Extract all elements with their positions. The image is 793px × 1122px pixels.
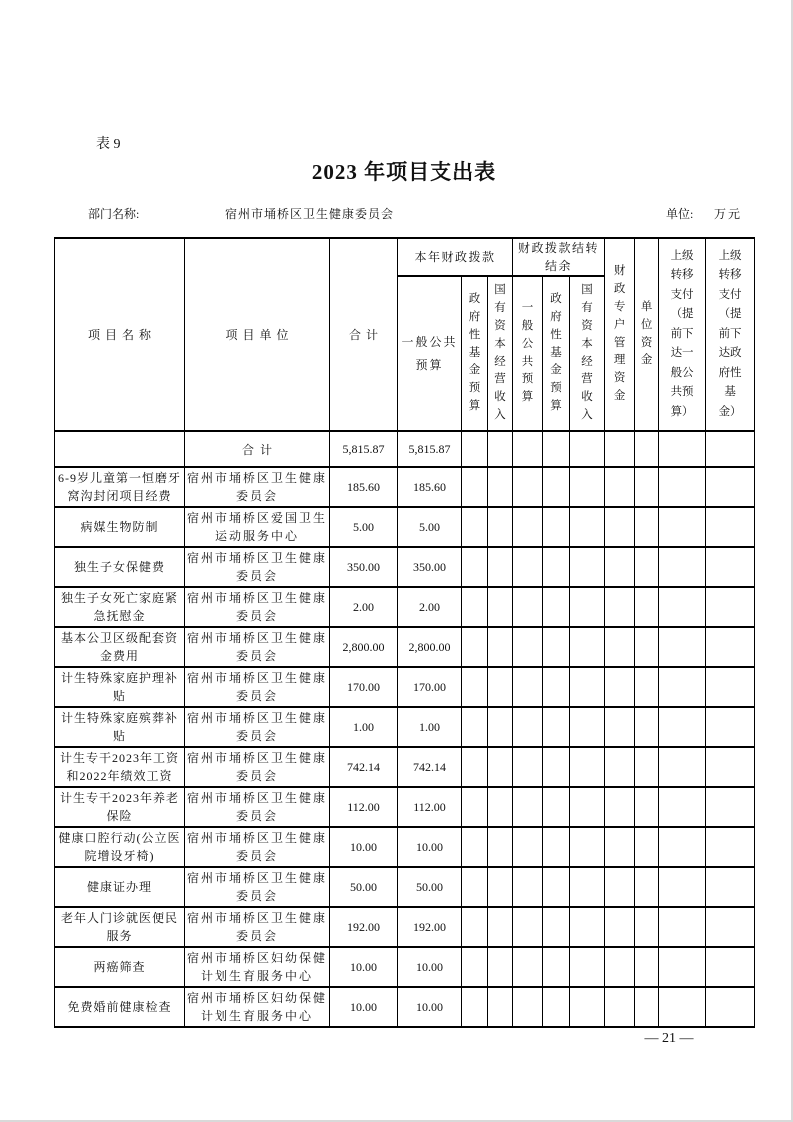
table-row	[55, 507, 755, 547]
empty-cell	[706, 587, 755, 627]
empty-cell	[635, 547, 659, 587]
expenditure-table	[54, 237, 755, 1028]
empty-cell	[706, 507, 755, 547]
header-general-budget-carryover: 一般公共预算	[513, 276, 543, 431]
empty-cell	[570, 667, 605, 707]
total-row-total: 5,815.87	[330, 431, 398, 467]
empty-cell	[513, 667, 543, 707]
empty-cell	[635, 587, 659, 627]
header-group-current-year: 本年财政拨款	[398, 238, 513, 276]
empty-cell	[659, 627, 706, 667]
empty-cell	[462, 987, 488, 1027]
empty-cell	[513, 867, 543, 907]
empty-cell	[462, 667, 488, 707]
table-header	[55, 238, 755, 431]
empty-cell	[635, 667, 659, 707]
empty-cell	[462, 547, 488, 587]
project-name-cell: 6-9岁儿童第一恒磨牙窝沟封闭项目经费	[55, 467, 185, 507]
empty-cell	[570, 431, 605, 467]
empty-cell	[706, 431, 755, 467]
empty-cell	[706, 867, 755, 907]
table-row	[55, 707, 755, 747]
project-unit-cell: 宿州市埇桥区卫生健康委员会	[185, 627, 330, 667]
empty-cell	[543, 467, 570, 507]
empty-cell	[605, 907, 635, 947]
empty-cell	[570, 867, 605, 907]
header-state-capital-carryover: 国有资本经营收入	[570, 276, 605, 431]
empty-cell	[570, 827, 605, 867]
empty-cell	[635, 787, 659, 827]
empty-cell	[570, 947, 605, 987]
project-name-cell: 计生专干2023年养老保险	[55, 787, 185, 827]
general-budget-cell: 192.00	[398, 907, 462, 947]
project-unit-cell: 宿州市埇桥区卫生健康委员会	[185, 587, 330, 627]
empty-cell	[543, 827, 570, 867]
empty-cell	[543, 627, 570, 667]
empty-cell	[706, 707, 755, 747]
header-transfer-general-budget: 上级转移支付（提前下达一般公共预算）	[659, 238, 706, 431]
empty-cell	[635, 431, 659, 467]
total-row	[55, 431, 755, 467]
project-unit-cell: 宿州市埇桥区爱国卫生运动服务中心	[185, 507, 330, 547]
empty-cell	[659, 907, 706, 947]
project-name-cell: 老年人门诊就医便民服务	[55, 907, 185, 947]
empty-cell	[488, 827, 513, 867]
project-unit-cell: 宿州市埇桥区卫生健康委员会	[185, 467, 330, 507]
empty-cell	[635, 947, 659, 987]
empty-cell	[543, 907, 570, 947]
total-cell: 50.00	[330, 867, 398, 907]
empty-cell	[605, 827, 635, 867]
empty-cell	[543, 787, 570, 827]
empty-cell	[659, 787, 706, 827]
empty-cell	[488, 947, 513, 987]
empty-cell	[706, 627, 755, 667]
empty-cell	[605, 547, 635, 587]
project-name-cell: 计生特殊家庭殡葬补贴	[55, 707, 185, 747]
empty-cell	[513, 507, 543, 547]
empty-cell	[635, 707, 659, 747]
empty-cell	[513, 747, 543, 787]
empty-cell	[659, 707, 706, 747]
empty-cell	[706, 907, 755, 947]
empty-cell	[488, 547, 513, 587]
general-budget-cell: 5.00	[398, 507, 462, 547]
empty-cell	[659, 947, 706, 987]
empty-cell	[462, 827, 488, 867]
empty-cell	[488, 707, 513, 747]
empty-cell	[706, 827, 755, 867]
total-row-label: 合计	[185, 431, 330, 467]
empty-cell	[488, 627, 513, 667]
header-general-budget-current: 一般公共预算	[398, 276, 462, 431]
empty-cell	[605, 587, 635, 627]
sheet-label: 表 9	[96, 137, 121, 152]
empty-cell	[513, 467, 543, 507]
header-state-capital-current: 国有资本经营收入	[488, 276, 513, 431]
general-budget-cell: 10.00	[398, 987, 462, 1027]
empty-cell	[605, 747, 635, 787]
empty-cell	[706, 547, 755, 587]
empty-cell	[488, 467, 513, 507]
empty-cell	[635, 987, 659, 1027]
empty-cell	[635, 867, 659, 907]
total-cell: 2,800.00	[330, 627, 398, 667]
total-cell: 5.00	[330, 507, 398, 547]
empty-cell	[659, 547, 706, 587]
header-group-carryover: 财政拨款结转结余	[513, 238, 605, 276]
empty-cell	[706, 947, 755, 987]
empty-cell	[488, 431, 513, 467]
empty-cell	[706, 987, 755, 1027]
empty-cell	[605, 787, 635, 827]
empty-cell	[659, 747, 706, 787]
empty-cell	[659, 587, 706, 627]
empty-cell	[462, 707, 488, 747]
empty-cell	[488, 507, 513, 547]
total-cell: 10.00	[330, 987, 398, 1027]
header-transfer-gov-fund: 上级转移支付（提前下达政府性基金）	[706, 238, 755, 431]
department-label: 部门名称:	[88, 207, 140, 221]
empty-cell	[635, 627, 659, 667]
project-unit-cell: 宿州市埇桥区卫生健康委员会	[185, 867, 330, 907]
table-row	[55, 627, 755, 667]
empty-cell	[605, 707, 635, 747]
department-value: 宿州市埇桥区卫生健康委员会	[225, 207, 395, 221]
general-budget-cell: 350.00	[398, 547, 462, 587]
general-budget-cell: 742.14	[398, 747, 462, 787]
empty-cell	[513, 907, 543, 947]
empty-cell	[706, 747, 755, 787]
table-row	[55, 667, 755, 707]
empty-cell	[543, 987, 570, 1027]
empty-cell	[488, 667, 513, 707]
total-cell: 10.00	[330, 947, 398, 987]
empty-cell	[462, 787, 488, 827]
header-unit-funds: 单位资金	[635, 238, 659, 431]
table-body	[55, 431, 755, 1027]
empty-cell	[462, 747, 488, 787]
empty-cell	[462, 587, 488, 627]
empty-cell	[513, 787, 543, 827]
general-budget-cell: 50.00	[398, 867, 462, 907]
general-budget-cell: 1.00	[398, 707, 462, 747]
project-name-cell: 计生特殊家庭护理补贴	[55, 667, 185, 707]
page-title: 2023 年项目支出表	[311, 160, 497, 184]
header-total: 合计	[330, 238, 398, 431]
empty-cell	[513, 627, 543, 667]
empty-cell	[659, 431, 706, 467]
project-name-cell: 基本公卫区级配套资金费用	[55, 627, 185, 667]
project-unit-cell: 宿州市埇桥区妇幼保健计划生育服务中心	[185, 987, 330, 1027]
project-name-cell: 健康口腔行动(公立医院增设牙椅)	[55, 827, 185, 867]
general-budget-cell: 112.00	[398, 787, 462, 827]
empty-cell	[543, 747, 570, 787]
project-name-cell: 健康证办理	[55, 867, 185, 907]
project-unit-cell: 宿州市埇桥区卫生健康委员会	[185, 787, 330, 827]
empty-cell	[462, 907, 488, 947]
empty-cell	[605, 867, 635, 907]
empty-cell	[635, 907, 659, 947]
general-budget-cell: 10.00	[398, 827, 462, 867]
empty-cell	[570, 907, 605, 947]
empty-cell	[570, 547, 605, 587]
empty-cell	[488, 787, 513, 827]
empty-cell	[462, 507, 488, 547]
project-unit-cell: 宿州市埇桥区卫生健康委员会	[185, 827, 330, 867]
empty-cell	[570, 627, 605, 667]
empty-cell	[543, 707, 570, 747]
header-fiscal-special-account: 财政专户管理资金	[605, 238, 635, 431]
project-unit-cell: 宿州市埇桥区妇幼保健计划生育服务中心	[185, 947, 330, 987]
project-name-cell: 计生专干2023年工资和2022年绩效工资	[55, 747, 185, 787]
empty-cell	[570, 507, 605, 547]
table-row	[55, 907, 755, 947]
empty-cell	[513, 987, 543, 1027]
empty-cell	[513, 707, 543, 747]
empty-cell	[488, 987, 513, 1027]
total-cell: 2.00	[330, 587, 398, 627]
total-cell: 350.00	[330, 547, 398, 587]
empty-cell	[635, 467, 659, 507]
table-row	[55, 467, 755, 507]
empty-cell	[659, 987, 706, 1027]
empty-cell	[570, 787, 605, 827]
unit-label: 单位:	[666, 207, 694, 221]
empty-cell	[513, 547, 543, 587]
project-unit-cell: 宿州市埇桥区卫生健康委员会	[185, 667, 330, 707]
empty-cell	[635, 507, 659, 547]
empty-cell	[659, 507, 706, 547]
empty-cell	[488, 867, 513, 907]
table-row	[55, 987, 755, 1027]
empty-cell	[543, 867, 570, 907]
project-unit-cell: 宿州市埇桥区卫生健康委员会	[185, 747, 330, 787]
total-cell: 192.00	[330, 907, 398, 947]
total-cell: 185.60	[330, 467, 398, 507]
empty-cell	[543, 431, 570, 467]
header-project-unit: 项目单位	[185, 238, 330, 431]
empty-cell	[462, 627, 488, 667]
empty-cell	[462, 867, 488, 907]
empty-cell	[543, 507, 570, 547]
empty-cell	[543, 667, 570, 707]
empty-cell	[635, 747, 659, 787]
empty-cell	[605, 667, 635, 707]
header-gov-fund-carryover: 政府性基金预算	[543, 276, 570, 431]
project-unit-cell: 宿州市埇桥区卫生健康委员会	[185, 707, 330, 747]
project-name-cell: 独生子女死亡家庭紧急抚慰金	[55, 587, 185, 627]
page-number: — 21 —	[644, 1031, 694, 1046]
table-row	[55, 747, 755, 787]
empty-cell	[635, 827, 659, 867]
empty-cell	[513, 587, 543, 627]
empty-cell	[605, 987, 635, 1027]
empty-cell	[605, 627, 635, 667]
empty-cell	[543, 947, 570, 987]
total-cell: 1.00	[330, 707, 398, 747]
empty-cell	[605, 431, 635, 467]
project-name-cell: 免费婚前健康检查	[55, 987, 185, 1027]
project-unit-cell: 宿州市埇桥区卫生健康委员会	[185, 547, 330, 587]
empty-cell	[659, 467, 706, 507]
empty-cell	[659, 867, 706, 907]
project-unit-cell: 宿州市埇桥区卫生健康委员会	[185, 907, 330, 947]
table-row	[55, 867, 755, 907]
empty-cell	[543, 587, 570, 627]
empty-cell	[706, 467, 755, 507]
table-row	[55, 787, 755, 827]
empty-cell	[570, 587, 605, 627]
general-budget-cell: 185.60	[398, 467, 462, 507]
empty-cell	[659, 667, 706, 707]
empty-cell	[605, 947, 635, 987]
empty-cell	[605, 507, 635, 547]
empty-cell	[706, 787, 755, 827]
total-cell: 112.00	[330, 787, 398, 827]
table-row	[55, 947, 755, 987]
total-cell: 10.00	[330, 827, 398, 867]
empty-cell	[605, 467, 635, 507]
header-gov-fund-current: 政府性基金预算	[462, 276, 488, 431]
total-cell: 742.14	[330, 747, 398, 787]
table-row	[55, 827, 755, 867]
empty-cell	[462, 431, 488, 467]
empty-cell	[488, 587, 513, 627]
total-cell: 170.00	[330, 667, 398, 707]
empty-cell	[55, 431, 185, 467]
table-row	[55, 587, 755, 627]
header-project-name: 项目名称	[55, 238, 185, 431]
empty-cell	[570, 467, 605, 507]
empty-cell	[462, 467, 488, 507]
project-name-cell: 病媒生物防制	[55, 507, 185, 547]
project-name-cell: 独生子女保健费	[55, 547, 185, 587]
empty-cell	[570, 747, 605, 787]
empty-cell	[543, 547, 570, 587]
general-budget-cell: 170.00	[398, 667, 462, 707]
table-row	[55, 547, 755, 587]
meta-row	[0, 205, 793, 223]
total-row-general-budget: 5,815.87	[398, 431, 462, 467]
empty-cell	[570, 987, 605, 1027]
empty-cell	[513, 431, 543, 467]
unit-value: 万元	[714, 207, 743, 221]
empty-cell	[462, 947, 488, 987]
general-budget-cell: 2.00	[398, 587, 462, 627]
empty-cell	[488, 907, 513, 947]
empty-cell	[706, 667, 755, 707]
empty-cell	[570, 707, 605, 747]
project-name-cell: 两癌筛查	[55, 947, 185, 987]
empty-cell	[513, 827, 543, 867]
empty-cell	[513, 947, 543, 987]
empty-cell	[488, 747, 513, 787]
general-budget-cell: 10.00	[398, 947, 462, 987]
general-budget-cell: 2,800.00	[398, 627, 462, 667]
empty-cell	[659, 827, 706, 867]
